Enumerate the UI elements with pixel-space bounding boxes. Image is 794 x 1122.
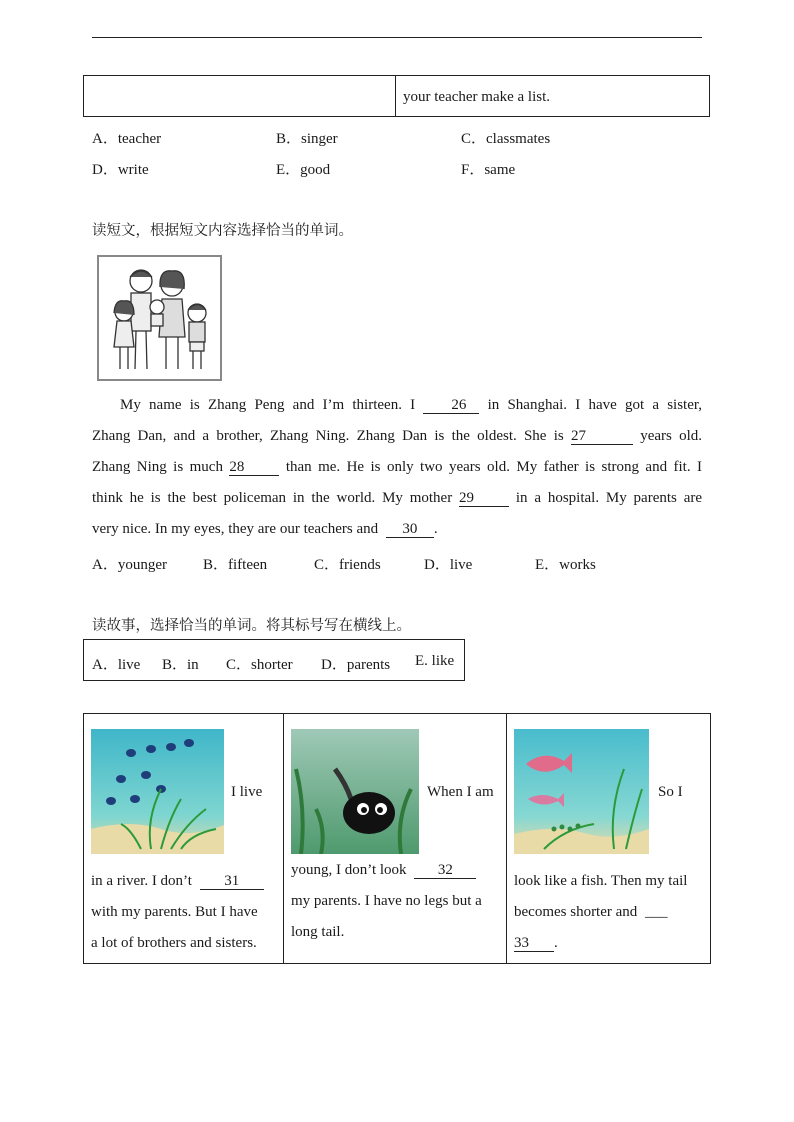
passage-line-2 — [92, 428, 702, 445]
passage-text: years old. — [640, 428, 703, 444]
passage-line-1 — [92, 397, 702, 414]
blank-30: 30 — [386, 522, 434, 538]
story-table — [83, 713, 711, 964]
fish-drawing — [514, 729, 649, 854]
tadpoles-picture — [91, 729, 224, 854]
family-drawing — [99, 257, 220, 379]
passage-option-d: D．live — [424, 557, 473, 573]
passage-text: very nice. In my eyes, they are our teachers and — [92, 521, 379, 537]
story-option-a: A．live — [92, 657, 141, 673]
passage-line-5 — [92, 521, 702, 538]
blank-33: 33 — [514, 936, 554, 952]
story-options-box — [83, 639, 465, 681]
blank-26: 26 — [423, 398, 479, 414]
story-1-line-3: a lot of brothers and sisters. — [91, 935, 257, 951]
passage-text: think he is the best policeman in the world. My mother — [92, 490, 453, 506]
blank-28: 28 — [229, 460, 279, 476]
top-table — [83, 75, 710, 117]
tadpole-closeup-drawing — [291, 729, 419, 854]
passage-line-4 — [92, 490, 702, 507]
story-text: in a river. I don’t — [91, 873, 192, 889]
fish-picture — [514, 729, 649, 854]
story-2-line-2: my parents. I have no legs but a — [291, 893, 482, 909]
family-illustration — [97, 255, 222, 381]
table-cell-text: your teacher make a list. — [403, 89, 551, 105]
story-3-line-1: look like a fish. Then my tail — [514, 873, 688, 889]
story-option-d: D．parents — [321, 657, 391, 673]
passage-text: Zhang Ning is much — [92, 459, 223, 475]
passage-text: in a hospital. My parents are — [515, 490, 703, 506]
passage-option-e: E．works — [535, 557, 596, 573]
blank-27: 27 — [571, 429, 633, 445]
passage-text: Zhang Dan, and a brother, Zhang Ning. Zhang Dan is the oldest. She is — [92, 428, 564, 444]
option-b: B．singer — [276, 131, 338, 147]
header-rule — [92, 37, 702, 38]
story-blank-lead: ___ — [645, 904, 668, 920]
passage-text: . — [433, 521, 438, 537]
passage-text: in Shanghai. I have got a sister, — [487, 397, 703, 413]
passage-option-b: B．fifteen — [203, 557, 268, 573]
section-title-story: 读故事，选择恰当的单词。将其标号写在横线上。 — [92, 618, 411, 634]
story-option-c: C．shorter — [226, 657, 293, 673]
story-1-line-1 — [91, 873, 264, 890]
blank-32: 32 — [414, 863, 476, 879]
passage-option-a: A．younger — [92, 557, 167, 573]
story-3-line-2 — [514, 904, 668, 921]
section-title-passage: 读短文，根据短文内容选择恰当的单词。 — [92, 223, 353, 239]
blank-29: 29 — [459, 491, 509, 507]
option-f: F．same — [461, 162, 516, 178]
option-d: D．write — [92, 162, 149, 178]
story-divider — [283, 714, 284, 963]
story-2-inline: When I am — [427, 784, 494, 800]
story-2-line-3: long tail. — [291, 924, 345, 940]
passage-option-c: C．friends — [314, 557, 381, 573]
story-3-inline: So I — [658, 784, 683, 800]
tadpoles-drawing — [91, 729, 224, 854]
story-1-inline: I live — [231, 784, 263, 800]
story-option-b: B．in — [162, 657, 199, 673]
story-text: . — [554, 935, 558, 951]
story-text: young, I don’t look — [291, 862, 407, 878]
blank-31: 31 — [200, 874, 264, 890]
passage-text: than me. He is only two years old. My father is strong and fit. I — [285, 459, 703, 475]
option-a: A．teacher — [92, 131, 162, 147]
option-e: E．good — [276, 162, 331, 178]
story-text: becomes shorter and — [514, 904, 638, 920]
passage-text: My name is Zhang Peng and I’m thirteen. I — [120, 397, 416, 413]
story-divider — [506, 714, 507, 963]
tadpole-closeup-picture — [291, 729, 419, 854]
story-option-e: E. like — [415, 653, 455, 669]
option-c: C．classmates — [461, 131, 551, 147]
table-divider — [395, 76, 396, 116]
passage-line-3 — [92, 459, 702, 476]
story-2-line-1 — [291, 862, 476, 879]
story-1-line-2: with my parents. But I have — [91, 904, 258, 920]
story-3-line-3 — [514, 935, 558, 952]
